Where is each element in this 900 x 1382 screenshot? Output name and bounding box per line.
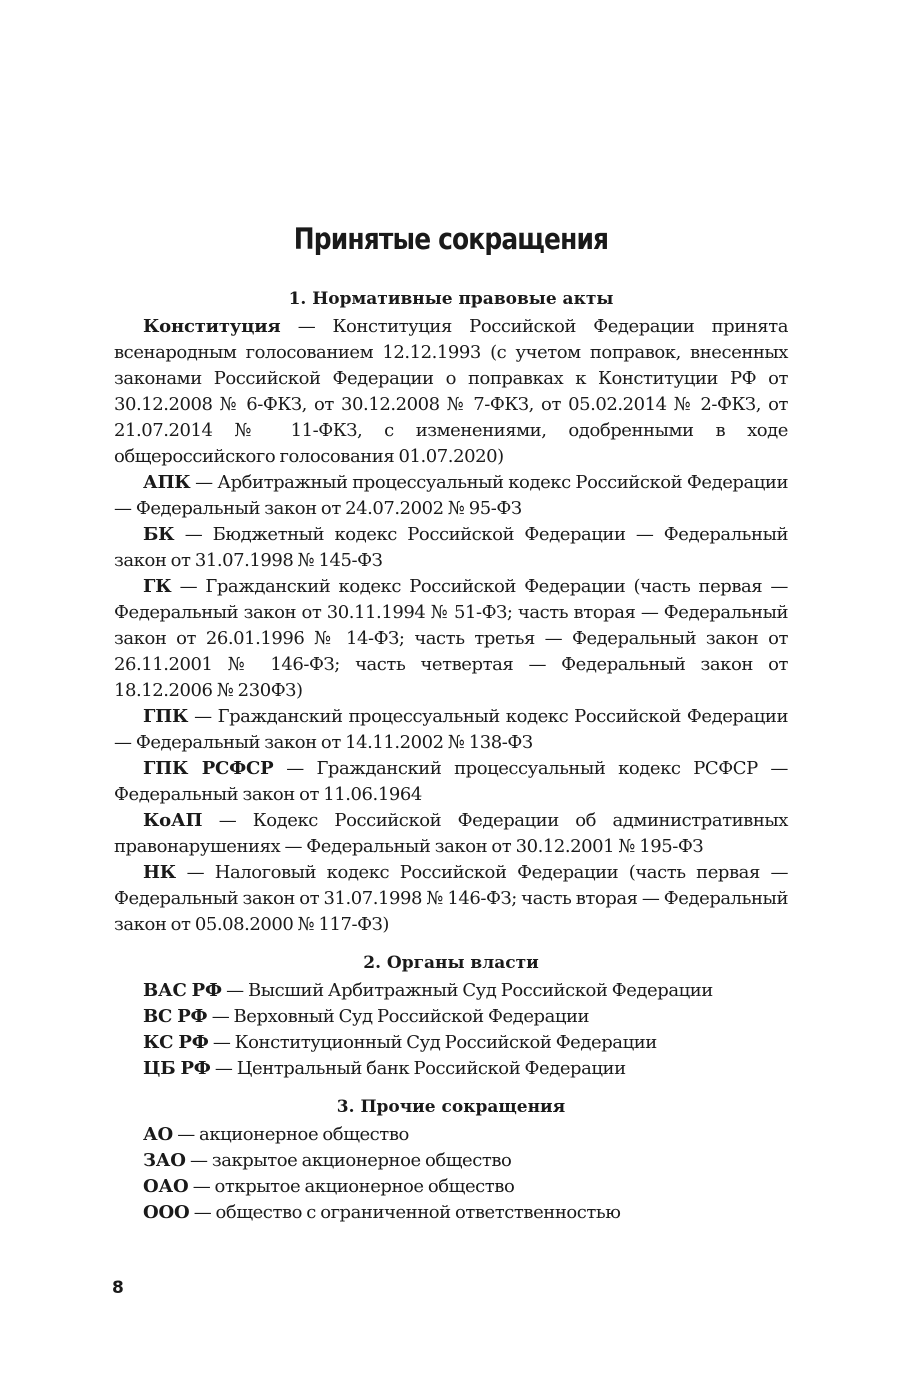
abbreviation: БК <box>143 524 175 545</box>
definition: — закрытое акционерное общество <box>185 1150 512 1171</box>
abbreviation: АПК <box>143 472 191 493</box>
section-heading: 3. Прочие сокращения <box>336 1097 566 1117</box>
section-authorities <box>114 950 788 1082</box>
entry-apk <box>114 470 788 522</box>
definition: — Центральный банк Российской Федерации <box>210 1058 626 1079</box>
definition: — Гражданский процессуальный кодекс РСФСР — Федеральный закон от 11.06.1964 <box>114 758 788 805</box>
abbreviation: ВС РФ <box>143 1006 208 1027</box>
entry-koap <box>114 808 788 860</box>
section-heading: 2. Органы власти <box>363 953 539 973</box>
entry-ooo <box>114 1200 788 1226</box>
abbreviation: ОАО <box>143 1176 189 1197</box>
entry-oao <box>114 1174 788 1200</box>
definition: — Бюджетный кодекс Российской Федерации — Федеральный закон от 31.07.1998 № 145-ФЗ <box>114 524 788 571</box>
abbreviation: НК <box>143 862 176 883</box>
definition: — Конституция Российской Федерации принята всенародным голосованием 12.12.1993 (с учетом поправок, внесенных законами Российской Федерации о поправках к Конституции РФ от 30.12.2008 № 6-ФКЗ, от 30.12.2008 № 7-ФКЗ, от 05.02.2014 № 2-ФКЗ, от 21.07.2014 № 11-ФКЗ, с изменениями, одобренными в ходе общероссийского голосования 01.07.2020) <box>114 316 788 467</box>
definition: — Конституционный Суд Российской Федерации <box>208 1032 657 1053</box>
definition: — Высший Арбитражный Суд Российской Федерации <box>221 980 713 1001</box>
entry-gk <box>114 574 788 704</box>
abbreviation: АО <box>143 1124 173 1145</box>
abbreviation: ЗАО <box>143 1150 186 1171</box>
abbreviation: ГК <box>143 576 172 597</box>
page-title: Принятые сокращения <box>293 222 609 256</box>
entry-bk <box>114 522 788 574</box>
entry-vs-rf <box>114 1004 788 1030</box>
entry-gpk-rsfsr <box>114 756 788 808</box>
abbreviation: КС РФ <box>143 1032 209 1053</box>
definition: — Арбитражный процессуальный кодекс Российской Федерации — Федеральный закон от 24.07.2002 № 95-ФЗ <box>114 472 788 519</box>
definition: — открытое акционерное общество <box>188 1176 515 1197</box>
abbreviation: КоАП <box>143 810 203 831</box>
abbreviation: ЦБ РФ <box>143 1058 211 1079</box>
definition: — Гражданский кодекс Российской Федерации (часть первая — Федеральный закон от 30.11.1994 № 51-ФЗ; часть вторая — Федеральный закон от 26.01.1996 № 14-ФЗ; часть третья — Федеральный закон от 26.11.2001 № 146-ФЗ; часть четвертая — Федеральный закон от 18.12.2006 № 230ФЗ) <box>114 576 788 701</box>
abbreviation: Конституция <box>143 316 281 337</box>
definition: — Кодекс Российской Федерации об административных правонарушениях — Федеральный закон от 30.12.2001 № 195-ФЗ <box>114 810 788 857</box>
section-heading: 1. Нормативные правовые акты <box>288 289 614 309</box>
section-normative-acts <box>114 286 788 938</box>
definition: — Верховный Суд Российской Федерации <box>207 1006 590 1027</box>
entry-zao <box>114 1148 788 1174</box>
abbreviation: ВАС РФ <box>143 980 222 1001</box>
definition: — Налоговый кодекс Российской Федерации (часть первая — Федеральный закон от 31.07.1998 № 146-ФЗ; часть вторая — Федеральный закон от 05.08.2000 № 117-ФЗ) <box>114 862 788 935</box>
definition: — акционерное общество <box>172 1124 409 1145</box>
entry-nk <box>114 860 788 938</box>
entry-vas-rf <box>114 978 788 1004</box>
abbreviation: ГПК РСФСР <box>143 758 274 779</box>
section-other <box>114 1094 788 1226</box>
page-content <box>114 222 788 1238</box>
entry-gpk <box>114 704 788 756</box>
entry-ao <box>114 1122 788 1148</box>
entry-constitution <box>114 314 788 470</box>
entry-cb-rf <box>114 1056 788 1082</box>
abbreviation: ГПК <box>143 706 189 727</box>
abbreviation: ООО <box>143 1202 190 1223</box>
entry-ks-rf <box>114 1030 788 1056</box>
definition: — Гражданский процессуальный кодекс Российской Федерации — Федеральный закон от 14.11.2002 № 138-ФЗ <box>114 706 788 753</box>
definition: — общество с ограниченной ответственностью <box>189 1202 621 1223</box>
page-number: 8 <box>112 1278 124 1298</box>
